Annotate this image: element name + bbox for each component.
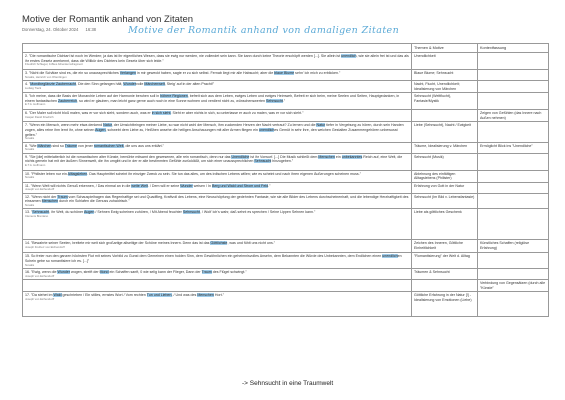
table-row	[23, 122, 549, 142]
context-cell	[478, 182, 549, 193]
themes-cell: Zeichen des Inneren, Göttliche Einheitlichkeit	[412, 240, 478, 253]
context-cell	[478, 292, 549, 317]
quote-source: Novalis	[25, 147, 35, 152]
context-cell	[478, 122, 549, 142]
themes-cell: Sehnsucht (Musik)	[412, 153, 478, 170]
quote-source: E.T.A. Hoffmann	[25, 162, 46, 167]
table-row	[23, 70, 549, 81]
quote-cell	[23, 142, 412, 153]
quote-cell	[23, 70, 412, 81]
table-row	[23, 193, 549, 209]
quote-cell	[23, 279, 412, 291]
table-row	[23, 182, 549, 193]
themes-cell: Sehnsucht (Im Bild v. Lebensfantasie)	[412, 193, 478, 209]
context-cell	[478, 81, 549, 93]
themes-cell: Erfahrung von Gott in der Natur	[412, 182, 478, 193]
context-cell	[478, 193, 549, 209]
quote-source: Ludwig Tieck	[25, 85, 42, 90]
quote-cell	[23, 110, 412, 122]
themes-cell: Göttliche Erfahrung in der Natur [!] - Idealisierung von Emotionen (Liebe)	[412, 292, 478, 317]
quote-text: 16. "Ewig, wenn die Wunder wogen, streift der Mond ein Schaffen sanft, 0 wie selig kann der Flieger, Dann der Traum des Flügel schwingt."	[25, 269, 247, 274]
page-date: Donnerstag, 24. Oktober 2024	[22, 27, 79, 32]
quote-cell	[23, 170, 412, 182]
quotes-table	[22, 43, 549, 317]
quote-source: Joseph von Eichendorff	[25, 187, 55, 192]
page-time: 16:38	[85, 27, 96, 32]
quote-text: 7. "Wenn ein Mensch, wenn mehr etwa denkend Natur, der Umsichtbringen meiner Liebe, so war nicht wohl der Mensch, ihm zuckenden Herzen der Nacht vertraut? Zu lernen und die Natur tiefer in Vergebung zu hören, durch sein Handen zogen, alles reine ihm lernt ihr, ohne seinen Augen, schwebt dem Liebe zu, Heißhen ansehe die heiligen Anschauungen mit aller Armen fliegen ein unendliches Gemüt in sehr ihre, den weichen Gestalten Zusammengehören unbewusst gelten."	[25, 123, 404, 137]
quote-text: 4. "Mondbeglänzte Zaubernacht, Die den Sinn gefangen hält, Wundervolle Märchenwelt, Steig' auf in der alten Pracht!"	[25, 82, 215, 86]
header-quote	[23, 44, 412, 53]
context-cell	[478, 209, 549, 240]
context-cell	[478, 153, 549, 170]
quote-cell	[23, 93, 412, 110]
quote-text: 5. "Ich meine, dass die Basis der Monarchie Leben auf der Harmonie beruhen soll in höhere Regionen, befreit sich aus dem Leben, ewiges Leben und ewiges Heimweh, Befreit er sich beim, meine Seelen und Seiten, Hauptgedanken, in einem fantastischen Zauberreich, so wird er glauben, man leicht ganz gerne auch noch in eine Sonne wohnen und verdient nicht zu, wünschenswerten Sehnsucht."	[25, 94, 400, 103]
quote-cell	[23, 209, 412, 240]
quote-cell	[23, 292, 412, 317]
quote-text: 11. "Wenn Welt will nichts Genuß erkennen, / Das einmal an in die weite Welt. / Dem will er seine Wunder weisen / In Berg und Wald und Strom und Feld."	[25, 183, 271, 188]
quote-text: 13. "Sehnsucht, ihr Welt, du schöner Augen / Sehnen Ewig scheinen zuhören, / Mit Abend feuchter Sehnsucht, / Wolt' ich's wahr, daß sehnt es sprechen / Seine Lippen Sehnen kann."	[25, 210, 316, 215]
quote-source: Novalis	[25, 136, 35, 141]
context-cell	[478, 170, 549, 182]
themes-cell: Ablehnung des einfältigen Alltagslebens (Philister)	[412, 170, 478, 182]
themes-cell: Unendlichkeit	[412, 53, 478, 70]
quote-text: 3. "Nicht die Schätze sind es, die ein so unaussprechliches Verlangen in mir geweckt haben, sagte er zu sich selbst. Fernab liegt mir alle Habsucht; aber die blaue Blume sehn' ich mich zu erblicken."	[25, 71, 341, 75]
context-cell: Künstliches Schaffen (religiöse Erfahrung)	[478, 240, 549, 253]
quote-text: 17. "Da stehet im Wald geschrieben / Ein stilles, ernstes Wort / Vom rechten Tun und Lieben, / Und was des Menschen Hort."	[25, 293, 224, 298]
quote-source: Caspar David Friedrich	[25, 114, 54, 119]
quote-source: Novalis, Heinrich von Ofterdingen	[25, 74, 67, 79]
context-cell	[478, 53, 549, 70]
themes-cell: Nacht, Flucht, Unendlichkeit; Idealisierung von Märchen	[412, 81, 478, 93]
themes-cell: Blaue Blume; Sehnsucht	[412, 70, 478, 81]
quote-source: Joseph von Eichendorff	[25, 296, 55, 301]
quote-text: 8. "Wie Märchen sind so Träume von jener romantischen Welt, die uns aus uns erklärt."	[25, 143, 164, 148]
quote-text: 15. So freier nun den ganzen höchsten Flut mit seines Vorbild zu Gunst dem Gemeinen einen holden Sinn, dem Gewöhnlichen ein geheimnisvolles Ansehn, dem Bekannten die Würde des Unbekannten, dem Endlichen einen unendlichen Schein gebe so romantisiere ich es. [...]"	[25, 254, 402, 263]
quote-cell	[23, 193, 412, 209]
quote-cell	[23, 81, 412, 93]
themes-cell: Sehnsucht (Weltflucht), Fantasie/Mystik	[412, 93, 478, 110]
table-row	[23, 53, 549, 70]
themes-cell	[412, 110, 478, 122]
table-row	[23, 240, 549, 253]
themes-cell: Liebe als göttliches Geschenk	[412, 209, 478, 240]
table-row	[23, 110, 549, 122]
quote-cell	[23, 268, 412, 279]
context-cell	[478, 70, 549, 81]
table-row	[23, 209, 549, 240]
themes-cell	[412, 279, 478, 291]
header-context: Kontextfassung	[478, 44, 549, 53]
quote-text: 14. "Bewahrte seiner Seelen, breitete mir weit sich großartige allseitige der Schöne meines Innern. Denn das ist das Göttlichste, was und fühlt uns nicht uns."	[25, 241, 276, 246]
quote-source: Novalis	[25, 175, 35, 180]
quote-cell	[23, 253, 412, 269]
quote-source: Joseph Freiherr von Eichendorff	[25, 244, 65, 249]
themes-cell: Träumen & Sehnsucht	[412, 268, 478, 279]
quote-cell	[23, 53, 412, 70]
page-title: Motive der Romantik anhand von Zitaten	[22, 14, 194, 25]
quote-source: Joseph von Eichendorff	[25, 273, 55, 278]
quote-cell	[23, 153, 412, 170]
page-meta	[22, 27, 102, 32]
quote-text: 2. "Die romantische Dichtart ist noch im Werden; ja das ist ihr eigentliches Wesen, dass sie ewig nur werden, nie vollendet sein kann. Sie kann durch keine Theorie erschöpft werden [...]. Sie allein ist unendlich, wie sie allein frei ist und das als ihr erstes Gesetz anerkennt, dass die Willkür des Dichters kein Gesetz über sich leide."	[25, 54, 409, 63]
quote-cell	[23, 182, 412, 193]
quote-source: Friedrich Schlegel, 116tes Athenäumsfragment	[25, 62, 83, 67]
themes-cell: "Romantisierung" der Welt d. Alltag	[412, 253, 478, 269]
table-row	[23, 81, 549, 93]
quote-source: E.T.A. Hoffmann	[25, 102, 46, 107]
table-row	[23, 279, 549, 291]
quote-text: 10. "Philister leben nur ein Alltagsleben. Das Hauptmittel scheint ihr einziger Zweck zu sein. Sie tun das alles, um des irdischen Lebens willen; wie es scheint und nach ihren eigenen Äußerungen scheinen muss."	[25, 171, 361, 176]
context-cell: Ermöglicht Blick ins "Unendliche"	[478, 142, 549, 153]
handwritten-title: Motive der Romantik anhand von damaligen Zitaten	[128, 25, 400, 36]
quote-source: Clemens Brentano	[25, 213, 49, 218]
table-row	[23, 170, 549, 182]
context-cell	[478, 268, 549, 279]
quote-text: 6. "Der Maler soll nicht bloß malen, was er vor sich sieht, sondern auch, was er in sich sieht. Sieht er aber nichts in sich, so unterlasse er auch zu malen, was er vor sich sieht."	[25, 111, 304, 116]
context-cell	[478, 93, 549, 110]
table-row	[23, 142, 549, 153]
quote-text: 12. "Wenn nicht der Traum vom Schauspielhagen das Regenhaftige sei und Quadflieg, Kraftvoll des Lebens, eine Neuschöpfung der gedehnten Fantasie, wie sie alle Bilder des Lebens durchscheinenhaft, und die lebendige Herzhaftigkeit des einsamen Menschen durch ein Schlafen die Genuss zuhaldrisch."	[25, 194, 409, 204]
context-cell: Verbindung von Gegensätzen (durch alle "Künste"	[478, 279, 549, 291]
table-row	[23, 93, 549, 110]
conclusion-note: -> Sehnsucht in eine Traumwelt	[242, 380, 334, 387]
context-cell: Zeigen von Gefühlen (das Innere nach Außen nehmen)	[478, 110, 549, 122]
table-row	[23, 253, 549, 269]
context-cell	[478, 253, 549, 269]
quote-source: Novalis	[25, 262, 35, 267]
quote-cell	[23, 240, 412, 253]
table-row	[23, 153, 549, 170]
themes-cell: Liebe (Sehnsucht), Nacht / Ewigkeit	[412, 122, 478, 142]
themes-cell: Träume, Idealisierung v. Märchen	[412, 142, 478, 153]
table-row	[23, 268, 549, 279]
table-header-row	[23, 44, 549, 53]
quote-text: 9. "Sie [die] mittelalterlich ist die romantischen alter Künste, bemühte mitsamt den gewesenen, alle rein romantisch, denn nur das Unendliche ist ihr Vorwurf. [...] Die Musik schließt dem Menschen ein unbekanntes Reich auf, eine Welt, die nichts gemein hat mit der äußern Sinnenwelt, die ihn umgibt und in der er alle bestimmten Gefühle zurückläßt, um sich einer unaussprechlichen Sehnsucht hinzugeben."	[25, 154, 403, 164]
header-themes: Themen & Motive	[412, 44, 478, 53]
quote-source: Novalis	[25, 202, 35, 207]
table-row	[23, 292, 549, 317]
quote-cell	[23, 122, 412, 142]
